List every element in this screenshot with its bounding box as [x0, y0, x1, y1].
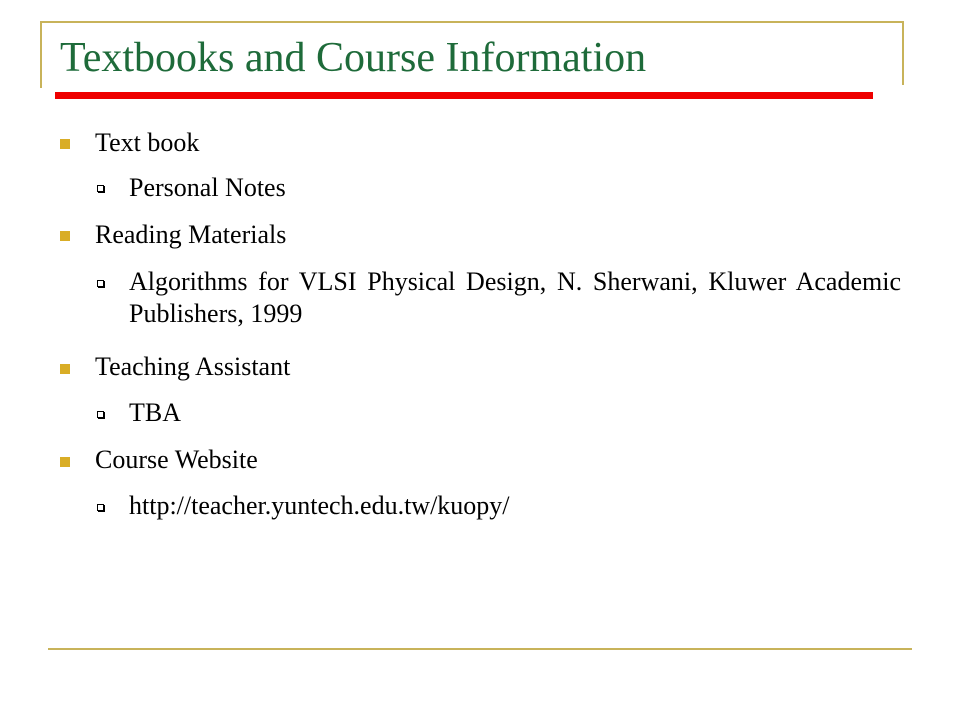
bullet-reading-materials: Reading Materials [95, 220, 287, 249]
square-bullet-icon [60, 364, 70, 374]
sub-bullet-personal-notes: Personal Notes [129, 173, 286, 202]
sub-bullet-tba: TBA [129, 398, 181, 427]
bullet-teaching-assistant: Teaching Assistant [95, 352, 291, 381]
box-bullet-icon [97, 411, 104, 418]
square-bullet-icon [60, 139, 70, 149]
box-bullet-icon [97, 280, 104, 287]
sub-bullet-course-url[interactable]: http://teacher.yuntech.edu.tw/kuopy/ [129, 491, 510, 520]
square-bullet-icon [60, 231, 70, 241]
slide-title: Textbooks and Course Information [60, 35, 647, 81]
bullet-text-book: Text book [95, 128, 200, 157]
sub-bullet-algorithms-reference: Algorithms for VLSI Physical Design, N. Sherwani, Kluwer Academic Publishers, 1999 [129, 267, 901, 328]
bullet-course-website: Course Website [95, 445, 258, 474]
square-bullet-icon [60, 457, 70, 467]
box-bullet-icon [97, 504, 104, 511]
box-bullet-icon [97, 185, 104, 192]
